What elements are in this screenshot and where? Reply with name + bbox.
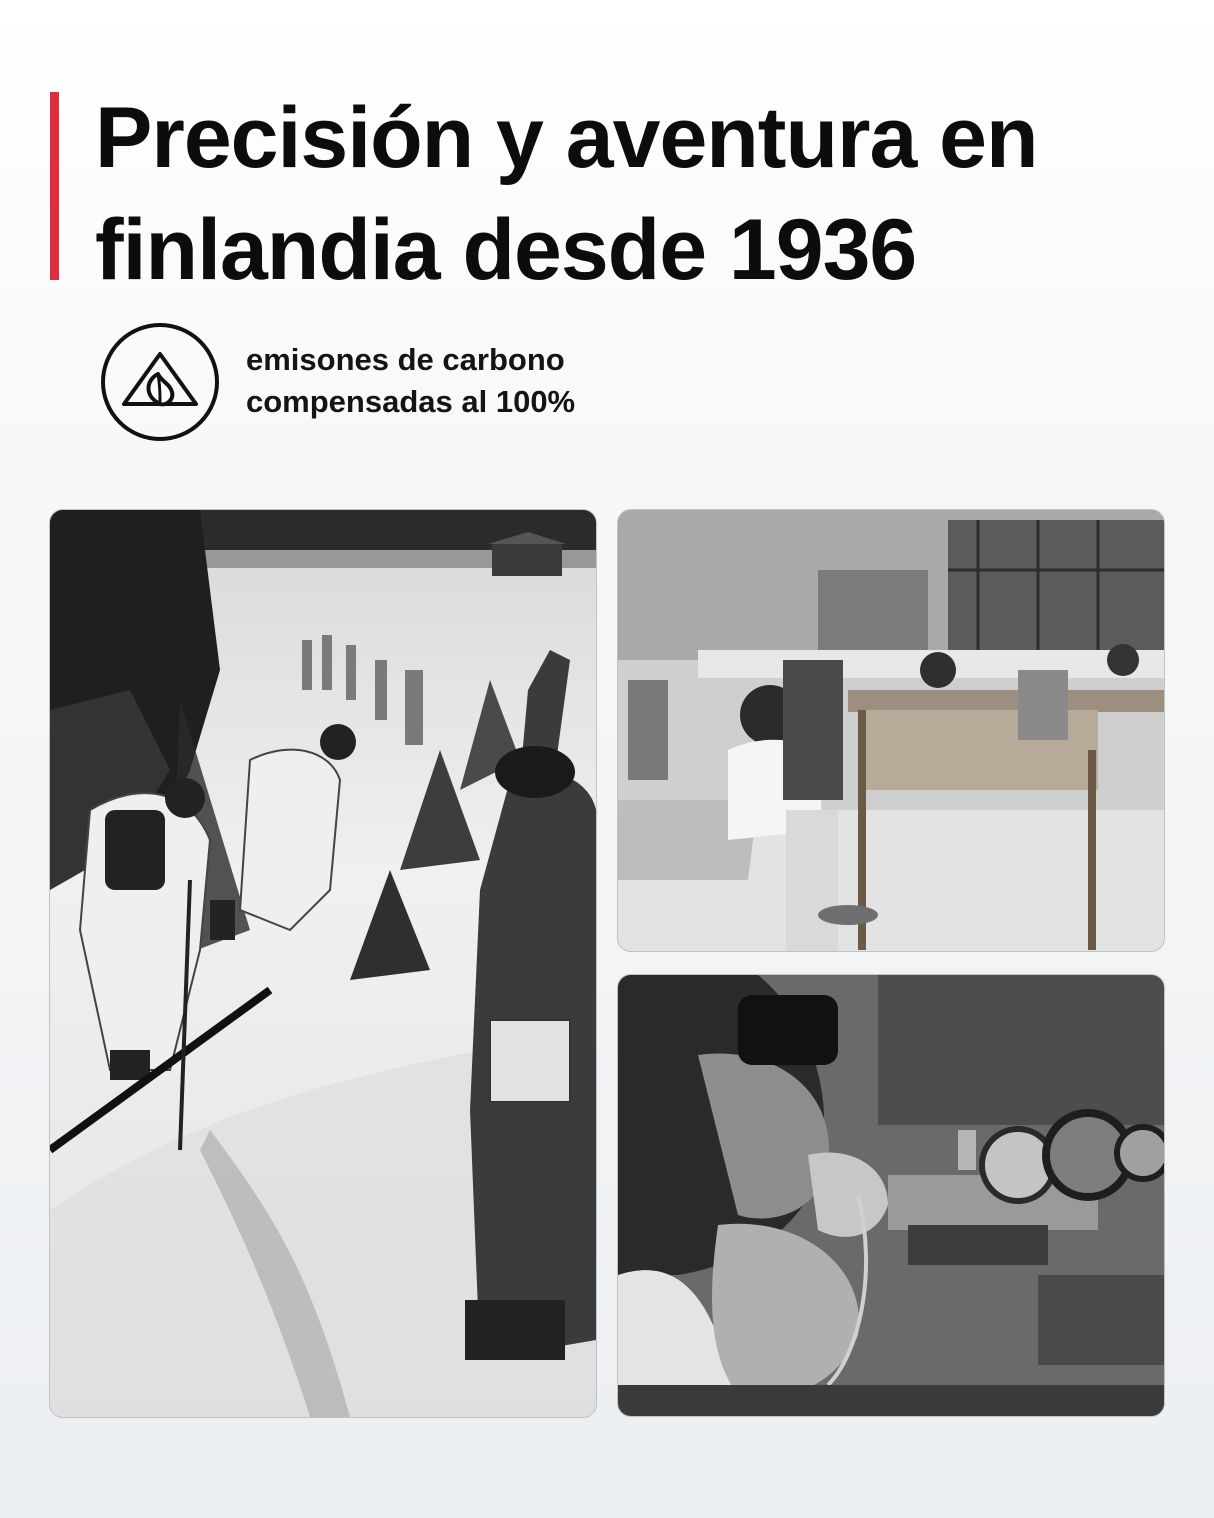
carbon-neutral-triangle-leaf-icon [100, 322, 220, 442]
skiers-in-snow-photo [49, 509, 597, 1418]
carbon-offset-line-2: compensadas al 100% [246, 384, 576, 419]
page-title [95, 82, 1175, 306]
carbon-offset-line-1: emisones de carbono [246, 342, 565, 377]
title-accent-bar [50, 92, 59, 280]
carbon-offset-text [246, 339, 575, 423]
watchmaker-at-lathe-photo [617, 974, 1165, 1417]
page-title-line-1: Precisión y aventura en [95, 90, 1038, 186]
page-title-line-2: finlandia desde 1936 [95, 202, 917, 298]
watch-workshop-photo [617, 509, 1165, 952]
